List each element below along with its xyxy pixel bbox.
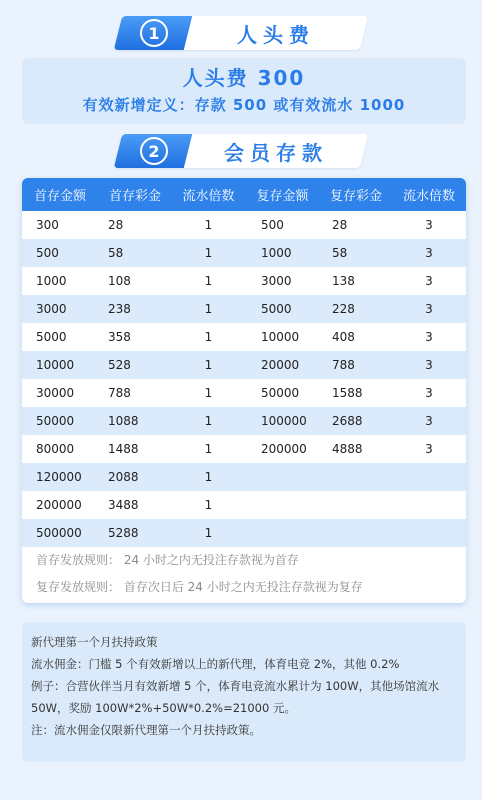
table-cell: 300: [22, 211, 98, 239]
table-cell: 28: [320, 211, 392, 239]
table-cell: 1: [172, 435, 245, 463]
table-cell: [320, 491, 392, 519]
table-row: [22, 519, 466, 547]
table-cell: 28: [98, 211, 172, 239]
policy-title: 新代理第一个月扶持政策: [31, 635, 158, 649]
table-cell: 58: [320, 239, 392, 267]
table-cell: 200000: [245, 435, 320, 463]
table-cell: 10000: [22, 351, 98, 379]
table-cell: 4888: [320, 435, 392, 463]
table-cell: 80000: [22, 435, 98, 463]
policy-note: 注：流水佣金仅限新代理第一个月扶持政策。: [31, 723, 261, 737]
table-header-row: [22, 178, 466, 211]
table-cell: 120000: [22, 463, 98, 491]
table-cell: 200000: [22, 491, 98, 519]
table-cell: 100000: [245, 407, 320, 435]
table-cell: 1: [172, 211, 245, 239]
table-cell: 228: [320, 295, 392, 323]
table-cell: 10000: [245, 323, 320, 351]
header-repeat-deposit-bonus: 复存彩金: [320, 178, 392, 211]
table-cell: 1: [172, 267, 245, 295]
table-cell: 1588: [320, 379, 392, 407]
table-cell: 138: [320, 267, 392, 295]
header-repeat-deposit-amount: 复存金额: [245, 178, 320, 211]
table-cell: 50000: [245, 379, 320, 407]
section-number-badge: 2: [132, 134, 176, 168]
table-cell: 108: [98, 267, 172, 295]
table-cell: 1000: [245, 239, 320, 267]
head-fee-definition: 有效新增定义：存款 500 或有效流水 1000: [82, 96, 406, 114]
deposit-table: [22, 178, 466, 547]
section-title: 会员存款: [224, 140, 328, 165]
table-row: [22, 435, 466, 463]
table-cell: [245, 519, 320, 547]
first-deposit-rule: 首存发放规则： 24 小时之内无投注存款视为首存: [36, 553, 299, 567]
table-cell: 3: [392, 435, 466, 463]
table-cell: 3000: [245, 267, 320, 295]
table-cell: 1: [172, 323, 245, 351]
new-agent-policy-panel: [22, 622, 466, 762]
table-cell: 5000: [245, 295, 320, 323]
table-row: [22, 463, 466, 491]
header-first-deposit-amount: 首存金额: [22, 178, 98, 211]
table-cell: 50000: [22, 407, 98, 435]
table-cell: 3: [392, 211, 466, 239]
head-fee-panel: [22, 58, 466, 124]
table-cell: 1: [172, 491, 245, 519]
policy-example: 例子：合营伙伴当月有效新增 5 个，体育电竞流水累计为 100W，其他场馆流水 50W，奖励 100W*2%+50W*0.2%=21000 元。: [31, 679, 440, 715]
table-cell: 788: [98, 379, 172, 407]
section-title: 人头费: [237, 22, 315, 47]
section-number-badge: 1: [132, 16, 176, 50]
head-fee-amount: 人头费 300: [182, 66, 306, 90]
table-cell: [392, 463, 466, 491]
table-cell: 5288: [98, 519, 172, 547]
table-cell: [392, 491, 466, 519]
table-cell: 3: [392, 379, 466, 407]
table-cell: 1: [172, 295, 245, 323]
table-cell: [320, 463, 392, 491]
table-cell: 3: [392, 267, 466, 295]
table-cell: 788: [320, 351, 392, 379]
table-cell: 3: [392, 239, 466, 267]
table-cell: 2088: [98, 463, 172, 491]
table-cell: 58: [98, 239, 172, 267]
table-cell: 500000: [22, 519, 98, 547]
header-repeat-turnover-multiple: 流水倍数: [392, 178, 466, 211]
table-cell: 1: [172, 239, 245, 267]
table-row: [22, 379, 466, 407]
table-cell: 1: [172, 379, 245, 407]
table-cell: 1: [172, 407, 245, 435]
table-cell: 1000: [22, 267, 98, 295]
table-row: [22, 351, 466, 379]
header-first-turnover-multiple: 流水倍数: [172, 178, 245, 211]
table-cell: [245, 463, 320, 491]
table-cell: 5000: [22, 323, 98, 351]
table-row: [22, 211, 466, 239]
table-row: [22, 491, 466, 519]
table-cell: 1: [172, 463, 245, 491]
table-cell: 3000: [22, 295, 98, 323]
table-cell: 2688: [320, 407, 392, 435]
table-row: [22, 267, 466, 295]
table-cell: 238: [98, 295, 172, 323]
table-cell: 3: [392, 323, 466, 351]
table-cell: 500: [245, 211, 320, 239]
table-cell: 528: [98, 351, 172, 379]
table-row: [22, 239, 466, 267]
table-cell: [245, 491, 320, 519]
table-cell: 3: [392, 295, 466, 323]
table-cell: 1: [172, 519, 245, 547]
table-row: [22, 407, 466, 435]
table-row: [22, 323, 466, 351]
deposit-table-card: [22, 178, 466, 603]
table-cell: 30000: [22, 379, 98, 407]
table-cell: 408: [320, 323, 392, 351]
table-cell: 1088: [98, 407, 172, 435]
policy-commission: 流水佣金：门槛 5 个有效新增以上的新代理，体育电竞 2%，其他 0.2%: [31, 657, 400, 671]
table-cell: 20000: [245, 351, 320, 379]
table-cell: 3: [392, 351, 466, 379]
repeat-deposit-rule: 复存发放规则： 首存次日后 24 小时之内无投注存款视为复存: [36, 580, 363, 594]
table-cell: 358: [98, 323, 172, 351]
table-row: [22, 295, 466, 323]
table-cell: 3488: [98, 491, 172, 519]
table-cell: 1: [172, 351, 245, 379]
table-cell: 1488: [98, 435, 172, 463]
table-cell: [320, 519, 392, 547]
table-cell: 500: [22, 239, 98, 267]
table-cell: 3: [392, 407, 466, 435]
header-first-deposit-bonus: 首存彩金: [98, 178, 172, 211]
table-cell: [392, 519, 466, 547]
